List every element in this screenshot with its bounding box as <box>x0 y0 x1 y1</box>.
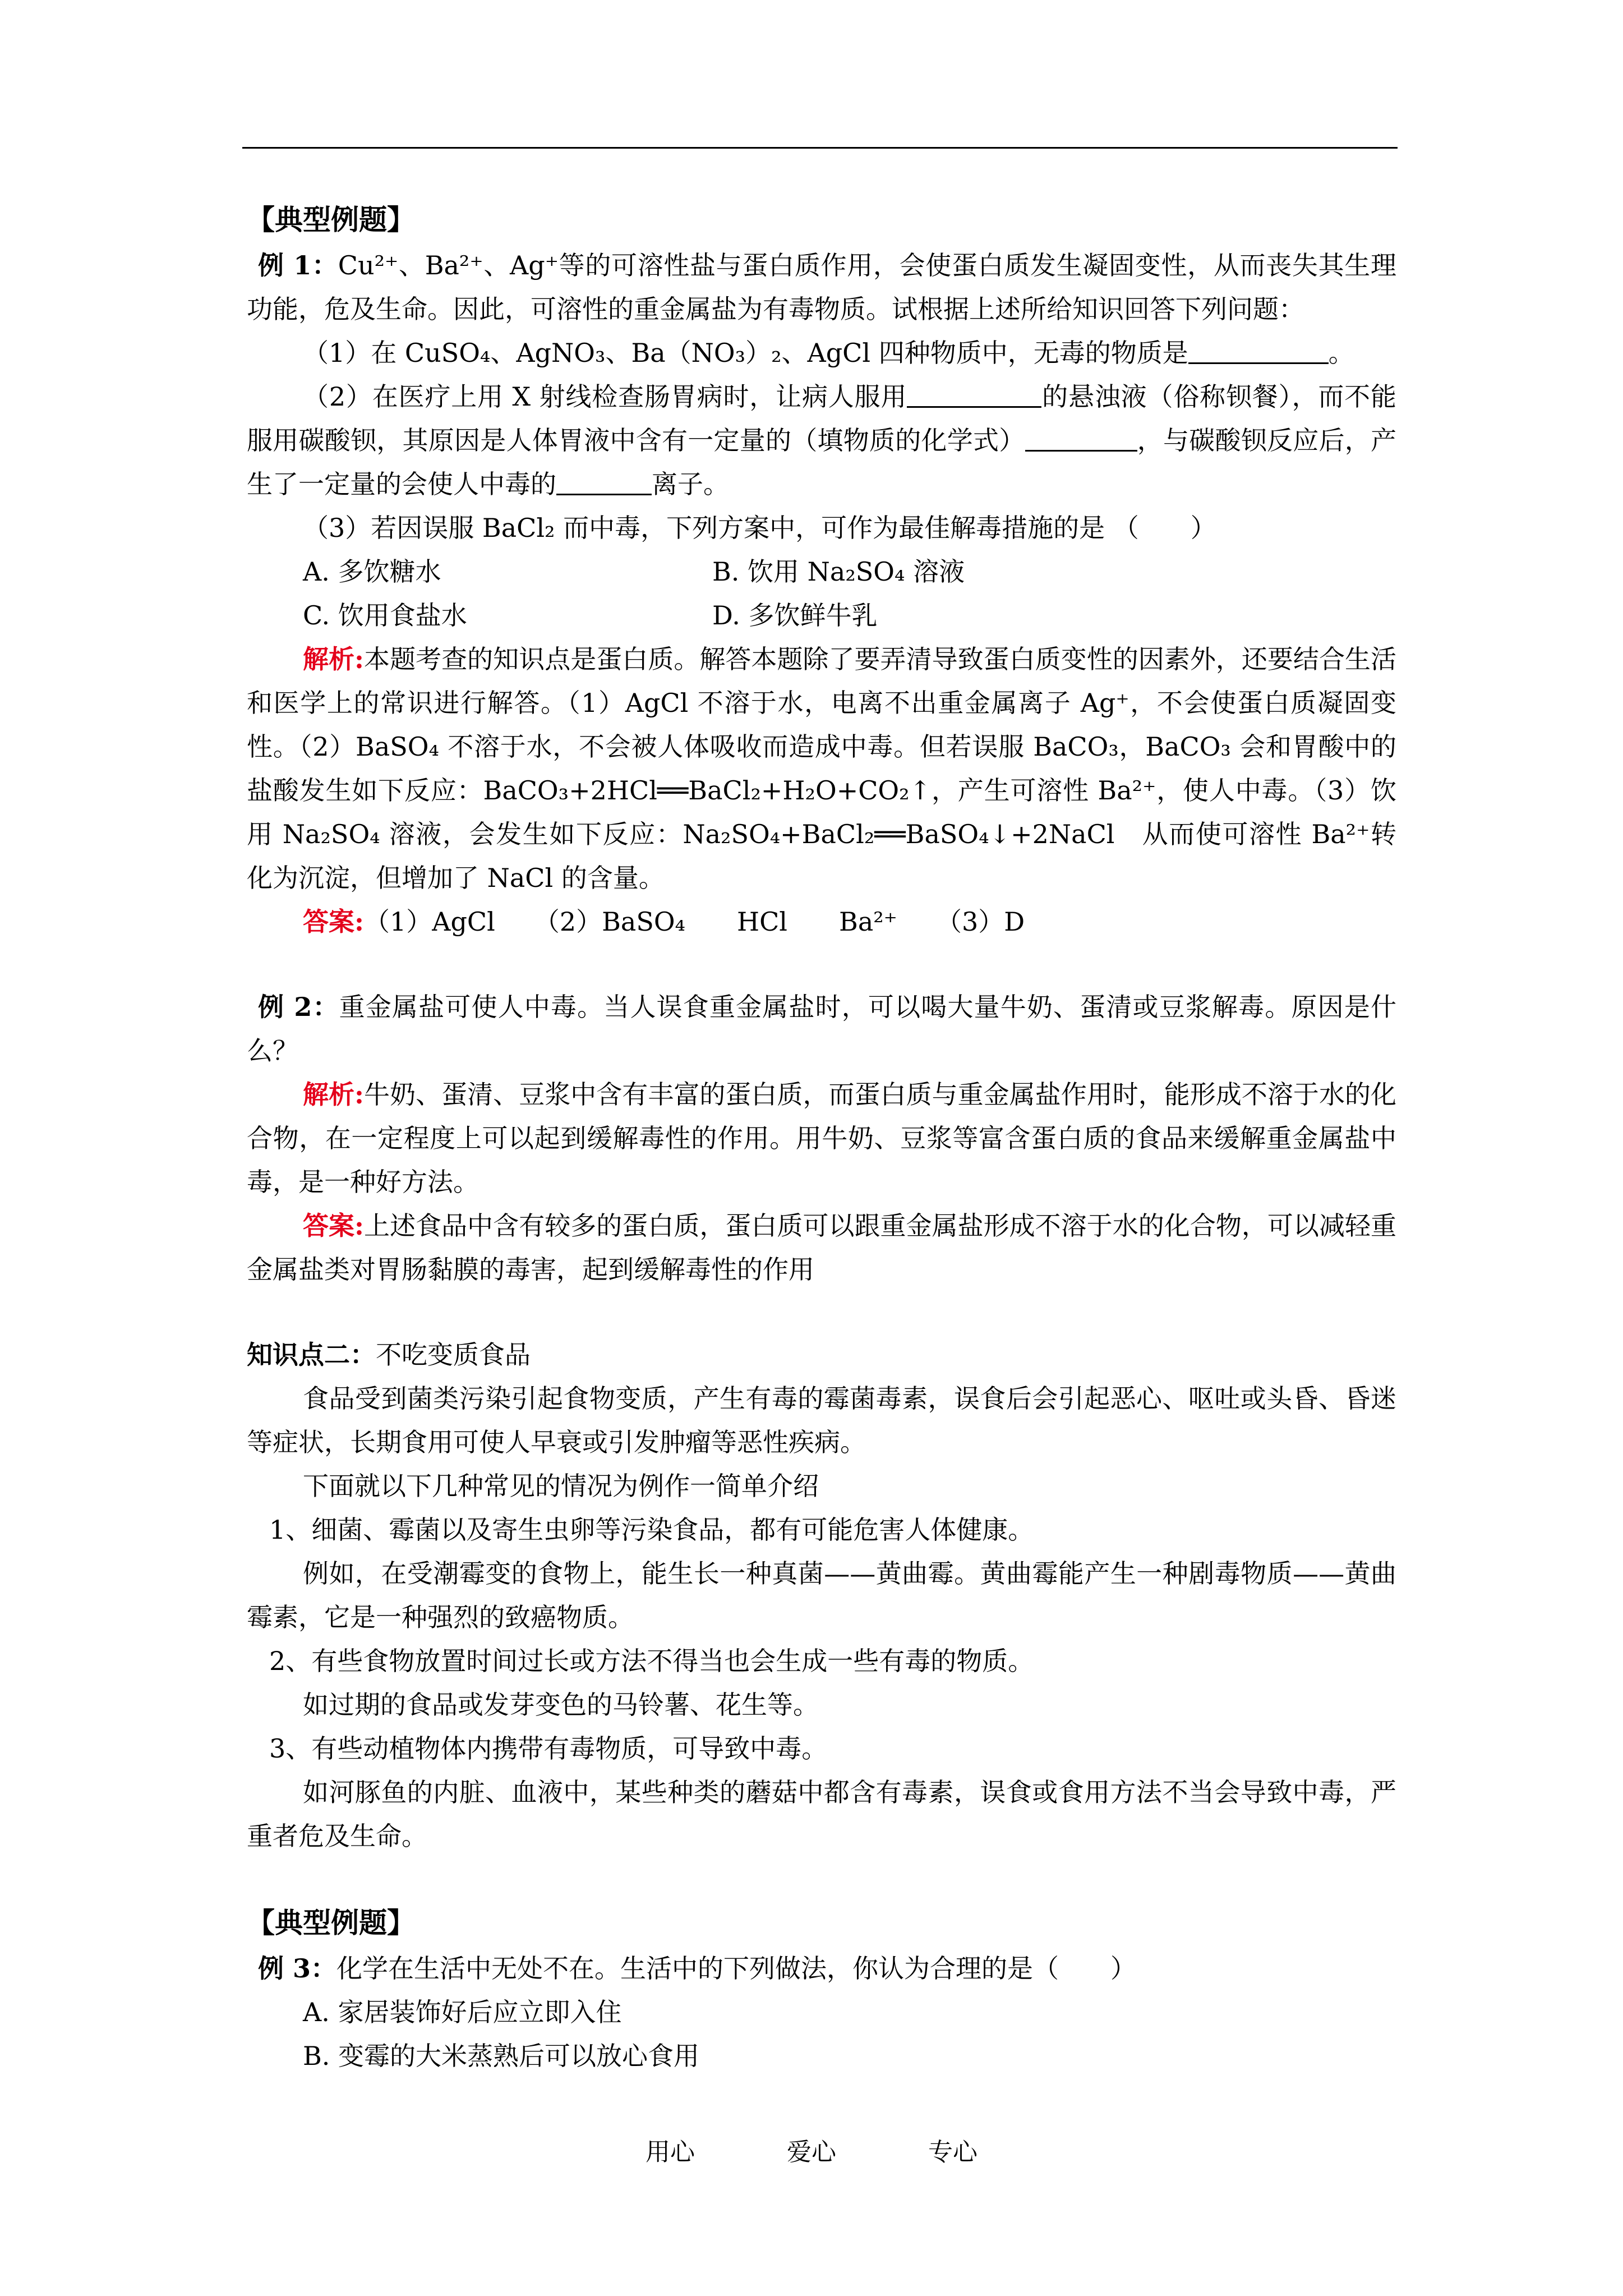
option-b[interactable]: B. 饮用 Na₂SO₄ 溶液 <box>712 556 965 587</box>
analysis-2 <box>247 1073 1396 1204</box>
answer-blank <box>1188 334 1329 364</box>
answer-blank <box>1025 422 1137 452</box>
option-a[interactable]: A. 多饮糖水 <box>303 556 441 587</box>
question-1 <box>247 331 1396 375</box>
section-title: 【典型例题】 <box>247 1906 415 1939</box>
example-label: 例 1： <box>258 250 338 280</box>
answer-2 <box>247 1204 1396 1291</box>
question-2 <box>247 375 1396 506</box>
paragraph: 例如，在受潮霉变的食物上，能生长一种真菌——黄曲霉。黄曲霉能产生一种剧毒物质——黄曲霉素，它是一种强烈的致癌物质。 <box>247 1558 1396 1632</box>
example-label: 例 3： <box>258 1953 337 1984</box>
example-text: 化学在生活中无处不在。生活中的下列做法，你认为合理的是（ ） <box>336 1953 1137 1984</box>
paragraph: 如河豚鱼的内脏、血液中，某些种类的蘑菇中都含有毒素，误食或食用方法不当会导致中毒，严重者危及生命。 <box>247 1777 1396 1851</box>
analysis-text: 本题考查的知识点是蛋白质。解答本题除了要弄清导致蛋白质变性的因素外，还要结合生活和医学上的常识进行解答。（1）AgCl 不溶于水，电离不出重金属离子 Ag⁺，不会使蛋白质凝固变性。（2）BaSO₄ 不溶于水，不会被人体吸收而造成中毒。但若误服 BaCO₃，BaCO₃ 会和胃酸中的盐酸发生如下反应：BaCO₃+2HCl══BaCl₂+H₂O+CO₂↑，产生可溶性 Ba²⁺，使人中毒。（3）饮用 Na₂SO₄ 溶液，会发生如下反应：Na₂SO₄+BaCl₂══BaSO₄↓+2NaCl 从而使可溶性 Ba²⁺转化为沉淀，但增加了 NaCl 的含量。 <box>247 644 1396 893</box>
header-rule <box>242 147 1398 149</box>
section-title: 【典型例题】 <box>247 203 415 236</box>
question-text: 的悬浊液（俗称钡餐），而不能服用碳酸钡，其原因是人体胃液中含有一定量的（填物质的化学式） <box>247 381 1397 455</box>
knowledge-point-heading <box>247 1333 1396 1377</box>
list-item: 3、有些动植物体内携带有毒物质，可导致中毒。 <box>269 1733 828 1764</box>
paragraph: 食品受到菌类污染引起食物变质，产生有毒的霉菌毒素，误食后会引起恶心、呕吐或头昏、昏迷等症状，长期食用可使人早衰或引发肿瘤等恶性疾病。 <box>247 1383 1396 1457</box>
footer-text: 用心 <box>645 2138 695 2166</box>
answer-1 <box>247 900 1396 944</box>
answer-text: 上述食品中含有较多的蛋白质，蛋白质可以跟重金属盐形成不溶于水的化合物，可以减轻重金属盐类对胃肠黏膜的毒害，起到缓解毒性的作用 <box>247 1211 1396 1285</box>
paragraph: 下面就以下几种常见的情况为例作一简单介绍 <box>303 1471 819 1501</box>
example-2-stem <box>247 985 1396 1073</box>
footer-text: 专心 <box>928 2138 978 2166</box>
analysis-label: 解析: <box>303 644 365 674</box>
example-text: 重金属盐可使人中毒。当人误食重金属盐时，可以喝大量牛奶、蛋清或豆浆解毒。原因是什么？ <box>247 992 1396 1066</box>
answer-text: （1）AgCl （2）BaSO₄ HCl Ba²⁺ （3）D <box>363 907 1025 937</box>
example-1-stem <box>247 243 1396 331</box>
example-3-stem <box>247 1947 1396 1990</box>
example-label: 例 2： <box>258 992 339 1022</box>
list-item: 1、细菌、霉菌以及寄生虫卵等污染食品，都有可能危害人体健康。 <box>269 1515 1034 1545</box>
option-a[interactable]: A. 家居装饰好后应立即入住 <box>303 1997 622 2027</box>
question-text: 离子。 <box>652 469 729 499</box>
question-3: （3）若因误服 BaCl₂ 而中毒，下列方案中，可作为最佳解毒措施的是 （ ） <box>303 513 1216 543</box>
question-text: （2）在医疗上用 X 射线检查肠胃病时，让病人服用 <box>303 381 907 412</box>
example-text: Cu²⁺、Ba²⁺、Ag⁺等的可溶性盐与蛋白质作用，会使蛋白质发生凝固变性，从而丧失其生理功能，危及生命。因此，可溶性的重金属盐为有毒物质。试根据上述所给知识回答下列问题： <box>247 250 1396 324</box>
document-body <box>247 196 1396 2078</box>
list-item: 2、有些食物放置时间过长或方法不得当也会生成一些有毒的物质。 <box>269 1646 1034 1676</box>
answer-label: 答案: <box>303 907 364 937</box>
options-row <box>247 550 1396 593</box>
answer-label: 答案: <box>303 1211 365 1241</box>
knowledge-point-label: 知识点二： <box>247 1340 376 1370</box>
analysis-label: 解析: <box>303 1079 365 1110</box>
option-d[interactable]: D. 多饮鲜牛乳 <box>712 600 878 631</box>
option-c[interactable]: C. 饮用食盐水 <box>303 600 467 631</box>
question-text: （1）在 CuSO₄、AgNO₃、Ba（NO₃）₂、AgCl 四种物质中，无毒的物质是 <box>303 338 1188 368</box>
analysis-text: 牛奶、蛋清、豆浆中含有丰富的蛋白质，而蛋白质与重金属盐作用时，能形成不溶于水的化合物，在一定程度上可以起到缓解毒性的作用。用牛奶、豆浆等富含蛋白质的食品来缓解重金属盐中毒，是一种好方法。 <box>247 1079 1396 1197</box>
options-row <box>247 593 1396 637</box>
question-text: 。 <box>1328 338 1354 368</box>
page-footer <box>0 2132 1623 2168</box>
answer-blank <box>907 378 1041 408</box>
answer-blank <box>556 466 652 495</box>
question-text: ，与碳酸钡反应后，产生了一定量的会使人中毒的 <box>247 425 1396 499</box>
knowledge-point-title: 不吃变质食品 <box>376 1340 531 1370</box>
analysis-1 <box>247 637 1396 900</box>
footer-text: 爱心 <box>787 2138 836 2166</box>
option-b[interactable]: B. 变霉的大米蒸熟后可以放心食用 <box>303 2041 700 2071</box>
paragraph: 如过期的食品或发芽变色的马铃薯、花生等。 <box>303 1690 819 1720</box>
